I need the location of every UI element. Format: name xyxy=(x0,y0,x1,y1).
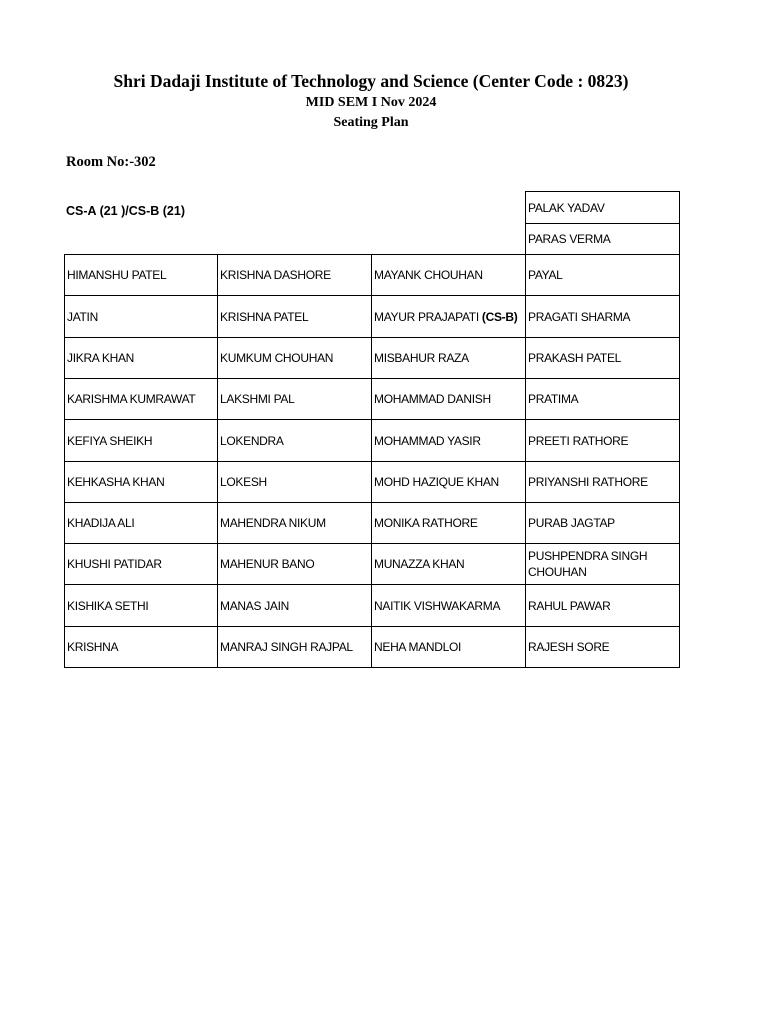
institute-title: Shri Dadaji Institute of Technology and Science (Center Code : 0823) xyxy=(113,71,629,91)
seat-cell xyxy=(525,223,680,255)
seat-cell xyxy=(64,254,218,296)
seat-cell xyxy=(371,378,526,420)
seat-cell xyxy=(217,378,372,420)
seat-cell xyxy=(525,191,680,224)
student-name: JIKRA KHAN xyxy=(67,351,135,365)
seat-cell xyxy=(525,419,680,462)
seat-cell xyxy=(217,626,372,668)
seat-cell xyxy=(217,419,372,462)
seat-cell xyxy=(217,337,372,379)
student-name: KRISHNA PATEL xyxy=(220,309,309,324)
room-number: Room No:-302 xyxy=(66,154,156,170)
student-name: MUNAZZA KHAN xyxy=(374,557,465,571)
student-name: MANRAJ SINGH RAJPAL xyxy=(220,640,353,654)
student-name: LOKENDRA xyxy=(220,433,284,448)
student-name: PREETI RATHORE xyxy=(528,433,629,448)
seat-cell xyxy=(525,502,680,544)
student-name: PURAB JAGTAP xyxy=(528,516,615,530)
student-name: PAYAL xyxy=(528,268,563,282)
student-name: KHADIJA ALI xyxy=(67,516,135,530)
seat-cell xyxy=(371,543,526,585)
student-name: MAYANK CHOUHAN xyxy=(374,268,483,282)
seat-cell xyxy=(64,337,218,379)
seat-cell xyxy=(525,584,680,627)
student-name: MONIKA RATHORE xyxy=(374,516,478,530)
seat-cell xyxy=(217,543,372,585)
seat-cell xyxy=(217,295,372,338)
seat-cell xyxy=(371,337,526,379)
seat-cell xyxy=(525,337,680,379)
seat-cell xyxy=(64,419,218,462)
student-name: MAHENUR BANO xyxy=(220,557,315,571)
seat-cell xyxy=(371,461,526,503)
seat-cell xyxy=(371,419,526,462)
student-name: PARAS VERMA xyxy=(528,232,611,246)
student-name: LAKSHMI PAL xyxy=(220,392,295,406)
student-name: KUMKUM CHOUHAN xyxy=(220,351,334,365)
seat-cell xyxy=(64,543,218,585)
student-name: PRATIMA xyxy=(528,392,579,406)
student-name: RAJESH SORE xyxy=(528,640,610,654)
student-name: PALAK YADAV xyxy=(528,200,605,215)
student-name: KARISHMA KUMRAWAT xyxy=(67,392,196,406)
seat-cell xyxy=(64,584,218,627)
document-title: Seating Plan xyxy=(333,115,409,130)
seat-cell xyxy=(64,502,218,544)
seat-cell xyxy=(64,378,218,420)
seat-cell xyxy=(64,461,218,503)
student-name: RAHUL PAWAR xyxy=(528,598,611,613)
seat-cell xyxy=(64,295,218,338)
student-name: PRIYANSHI RATHORE xyxy=(528,475,648,489)
student-name: PRAGATI SHARMA xyxy=(528,309,631,324)
seat-cell xyxy=(371,502,526,544)
student-name: MANAS JAIN xyxy=(220,598,290,613)
seat-cell xyxy=(525,626,680,668)
student-name: JATIN xyxy=(67,309,98,324)
student-name: MAYUR PRAJAPATI xyxy=(374,309,479,324)
seat-cell xyxy=(64,626,218,668)
student-name: MISBAHUR RAZA xyxy=(374,351,469,365)
seat-cell xyxy=(525,543,680,585)
student-name: NEHA MANDLOI xyxy=(374,640,462,654)
student-name: PUSHPENDRA SINGH CHOUHAN xyxy=(528,549,648,579)
seat-cell xyxy=(525,378,680,420)
section-tag: (CS-B) xyxy=(481,309,518,324)
seat-cell xyxy=(217,502,372,544)
student-name: KISHIKA SETHI xyxy=(67,598,149,613)
class-group-label: CS-A (21 )/CS-B (21) xyxy=(66,204,185,218)
seat-cell xyxy=(217,461,372,503)
seat-cell xyxy=(371,626,526,668)
seat-cell xyxy=(525,461,680,503)
student-name: LOKESH xyxy=(220,475,267,489)
seat-cell xyxy=(371,584,526,627)
seat-cell xyxy=(525,254,680,296)
student-name: KEHKASHA KHAN xyxy=(67,475,165,489)
student-name: PRAKASH PATEL xyxy=(528,351,622,365)
student-name: HIMANSHU PATEL xyxy=(67,268,167,282)
seat-cell xyxy=(371,295,526,338)
student-name: KEFIYA SHEIKH xyxy=(67,433,153,448)
student-name: NAITIK VISHWAKARMA xyxy=(374,598,501,613)
student-name: MAHENDRA NIKUM xyxy=(220,516,326,530)
seat-cell xyxy=(217,584,372,627)
student-name: MOHAMMAD YASIR xyxy=(374,433,481,448)
student-name: KRISHNA xyxy=(67,640,119,654)
student-name: KHUSHI PATIDAR xyxy=(67,557,162,571)
seat-cell xyxy=(525,295,680,338)
seat-cell xyxy=(371,254,526,296)
student-name: KRISHNA DASHORE xyxy=(220,268,331,282)
student-name: MOHAMMAD DANISH xyxy=(374,392,491,406)
exam-title: MID SEM I Nov 2024 xyxy=(305,95,437,110)
student-name: MOHD HAZIQUE KHAN xyxy=(374,475,499,489)
seat-cell xyxy=(217,254,372,296)
